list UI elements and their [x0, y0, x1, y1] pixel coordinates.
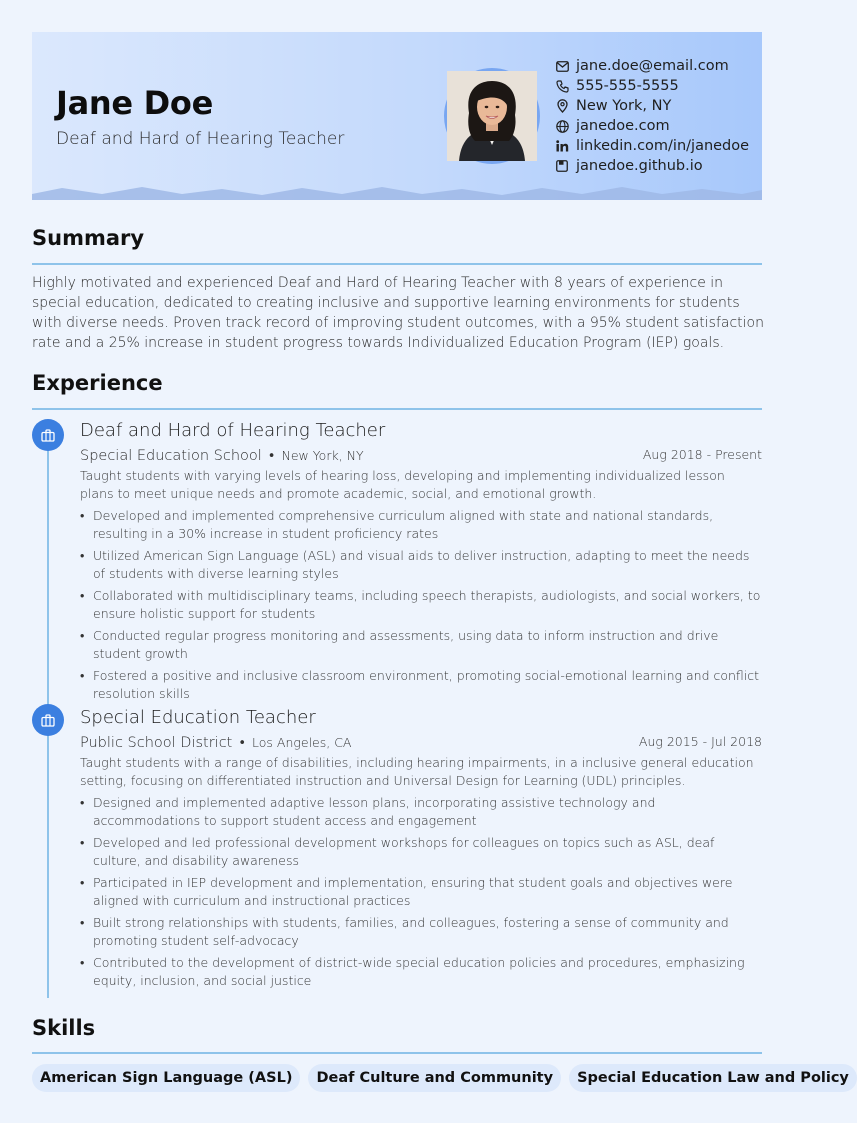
phone-icon [554, 78, 570, 94]
resume-header [32, 32, 762, 200]
job-dates: Aug 2015 - Jul 2018 [638, 734, 762, 749]
summary-text: Highly motivated and experienced Deaf and Hard of Hearing Teacher with 8 years of experience in special education, dedicated to creating inclusive and supportive learning environments for students with diverse needs. Proven track record of improving student outcomes, with a 95% student satisfaction rate and a 25% increase in student progress towards Individualized Education Program (IEP) goals. [32, 275, 764, 351]
job-meta [80, 444, 762, 466]
contact-linkedin[interactable] [554, 136, 749, 156]
profile-photo [444, 68, 540, 164]
contact-github[interactable] [554, 156, 749, 176]
linkedin-icon [554, 138, 570, 154]
job-description: Taught students with varying levels of hearing loss, developing and implementing individualized lesson plans to meet unique needs and promote academic, social, and emotional growth. [80, 468, 725, 501]
header-wave-decoration [32, 184, 762, 200]
mail-icon [554, 58, 570, 74]
job-achievements [80, 794, 762, 990]
contact-phone[interactable] [554, 76, 749, 96]
job-location: Los Angeles, CA [252, 735, 352, 750]
contact-github-text: janedoe.github.io [576, 158, 703, 174]
skills-list [32, 1064, 857, 1092]
job-dates: Aug 2018 - Present [642, 447, 762, 462]
experience-heading: Experience [32, 371, 163, 395]
skill-chip: American Sign Language (ASL) [32, 1064, 300, 1092]
achievement-item: • Designed and implemented adaptive lesson plans, incorporating assistive technology and accommodations to support student access and engagement [80, 794, 762, 830]
contact-email-text: jane.doe@email.com [576, 58, 729, 74]
job-achievements [80, 507, 762, 703]
achievement-item: • Conducted regular progress monitoring and assessments, using data to inform instruction and drive student growth [80, 627, 762, 663]
skill-chip: Deaf Culture and Community [308, 1064, 561, 1092]
job-title: Special Education Teacher [80, 707, 316, 728]
job-location: New York, NY [281, 448, 364, 463]
contact-linkedin-text: linkedin.com/in/janedoe [576, 138, 750, 154]
job-employer: Public School District [80, 735, 233, 751]
experience-divider [32, 408, 762, 410]
achievement-item: • Developed and implemented comprehensive curriculum aligned with state and national standards, resulting in a 30% increase in student proficiency rates [80, 507, 762, 543]
job-meta [80, 731, 762, 753]
achievement-item: • Collaborated with multidisciplinary teams, including speech therapists, audiologists, and social workers, to ensure holistic support for students [80, 587, 762, 623]
job-employer: Special Education School [80, 448, 262, 464]
achievement-item: • Utilized American Sign Language (ASL) and visual aids to deliver instruction, adapting to meet the needs of students with diverse learning styles [80, 547, 762, 583]
contact-location-text: New York, NY [576, 98, 672, 114]
achievement-item: • Participated in IEP development and implementation, ensuring that student goals and objectives were aligned with curriculum and instructional practices [80, 874, 762, 910]
contact-list [554, 56, 749, 176]
contact-email[interactable] [554, 56, 749, 76]
achievement-item: • Built strong relationships with students, families, and colleagues, fostering a sense of community and promoting student self-advocacy [80, 914, 762, 950]
location-icon [554, 98, 570, 114]
contact-location [554, 96, 749, 116]
briefcase-icon [32, 704, 64, 736]
contact-website-text: janedoe.com [576, 118, 670, 134]
job-description: Taught students with a range of disabilities, including hearing impairments, in a inclusive general education setting, focusing on differentiated instruction and Universal Design for Learning (UDL) principles. [80, 755, 754, 788]
briefcase-icon [32, 419, 64, 451]
candidate-role: Deaf and Hard of Hearing Teacher [56, 129, 345, 149]
achievement-item: • Fostered a positive and inclusive classroom environment, promoting social-emotional learning and conflict resolution skills [80, 667, 762, 703]
candidate-name: Jane Doe [56, 84, 213, 122]
skills-divider [32, 1052, 762, 1054]
separator-dot-icon: • [238, 736, 247, 751]
github-icon [554, 158, 570, 174]
job-entry [80, 705, 762, 994]
achievement-item: • Developed and led professional development workshops for colleagues on topics such as ASL, deaf culture, and disability awareness [80, 834, 762, 870]
skills-heading: Skills [32, 1016, 96, 1040]
summary-divider [32, 263, 762, 265]
job-title: Deaf and Hard of Hearing Teacher [80, 420, 386, 441]
separator-dot-icon: • [267, 449, 276, 464]
summary-heading: Summary [32, 226, 145, 250]
globe-icon [554, 118, 570, 134]
job-entry [80, 418, 762, 707]
skill-chip: Special Education Law and Policy [569, 1064, 857, 1092]
achievement-item: • Contributed to the development of district-wide special education policies and procedures, emphasizing equity, inclusion, and social justice [80, 954, 762, 990]
contact-website[interactable] [554, 116, 749, 136]
contact-phone-text: 555-555-5555 [576, 78, 679, 94]
